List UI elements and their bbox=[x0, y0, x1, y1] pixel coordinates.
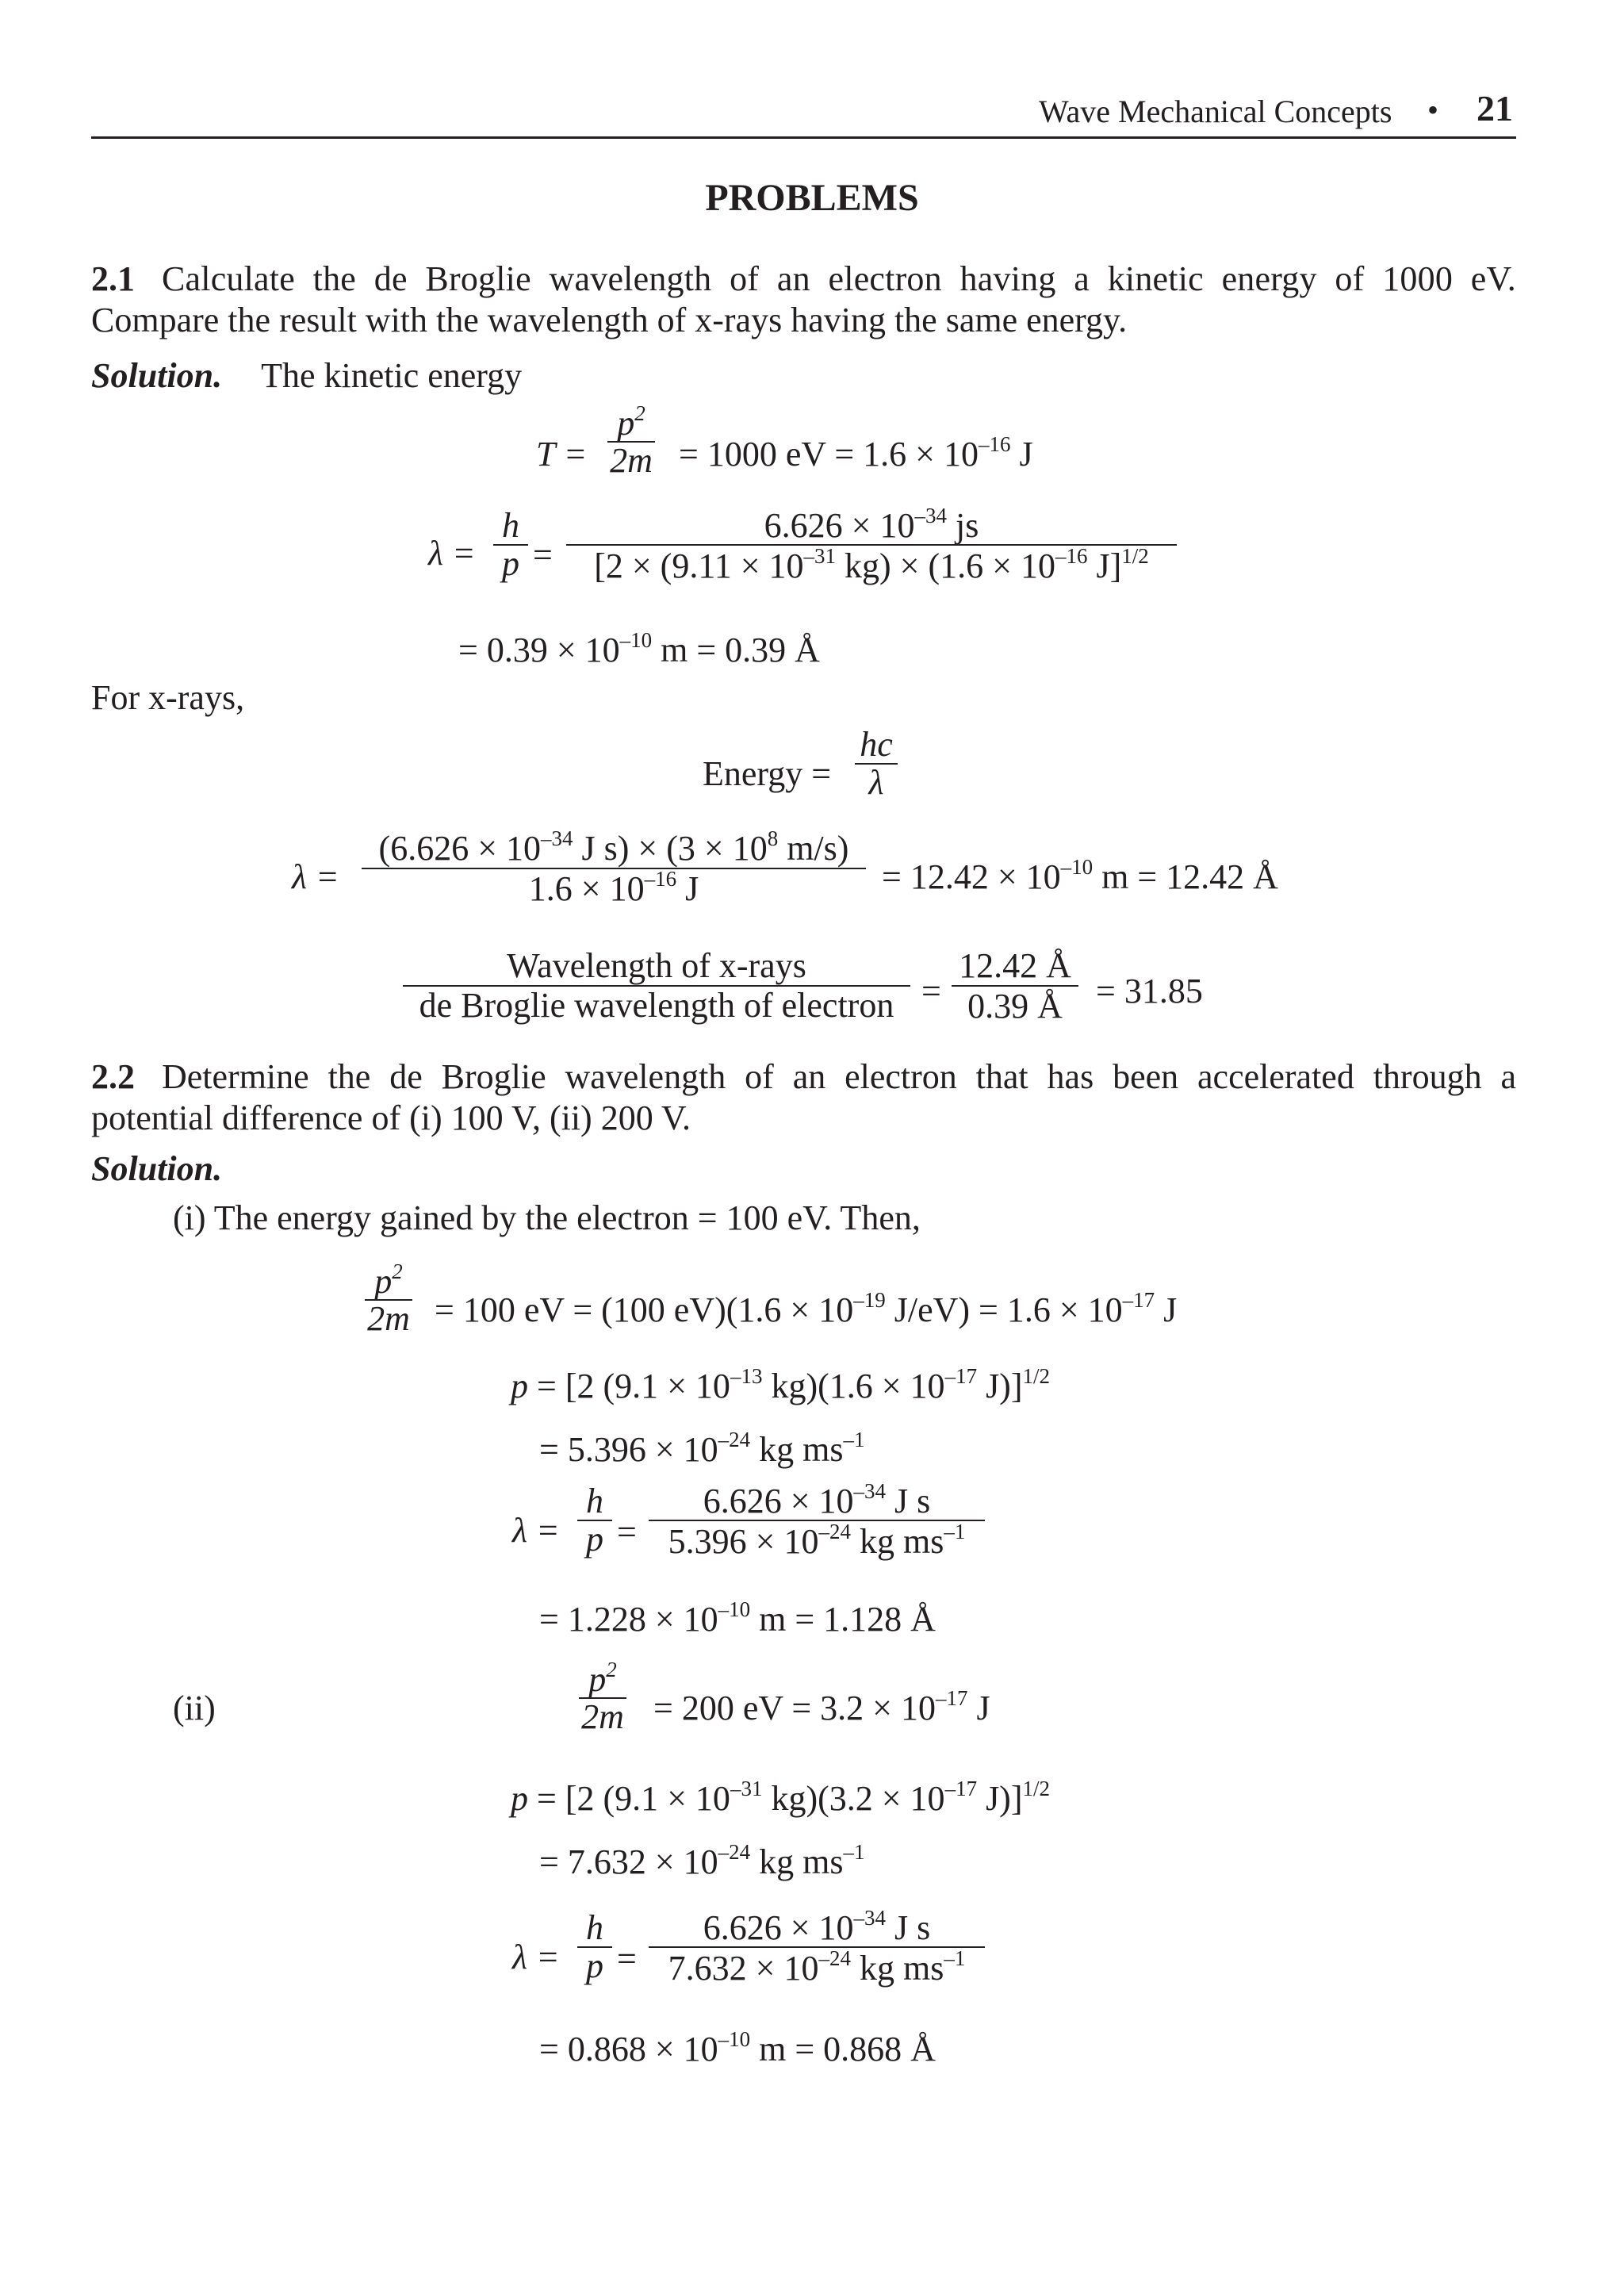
eq4-fraction: ($6.626 \times 10^{-34}$ J $s) \times (3 \times 10^8$ m/s) $1.6 \times 10^{-16}$ J bbox=[362, 830, 866, 909]
problem-2-1-line1 bbox=[91, 257, 1516, 301]
part-i-intro: (i) The energy gained by the electron = 100 eV. Then, bbox=[173, 1198, 921, 1237]
i-lambda-fraction: $6.626 \times 10^{-34}$ J s $5.396 \times 10^{-24}$ kg $ms^{-1}$ bbox=[649, 1483, 985, 1562]
eq1-rhs: = 1000 eV = $1.6 \times 10^{-16}$ J bbox=[679, 432, 1033, 473]
section-title: PROBLEMS bbox=[705, 177, 919, 219]
ii-p-value: = $7.632 \times 10^{-24}$ kg $ms^{-1}$ bbox=[539, 1840, 865, 1881]
i-result: = $1.228 \times 10^{-10}$ m = 1.128 Å bbox=[539, 1597, 936, 1639]
ii-lambda-lhs: λ = bbox=[512, 1938, 560, 1976]
problem-text: Determine the de Broglie wavelength of an electron that has been accelerated through a bbox=[162, 1057, 1516, 1096]
ratio-value-fraction: 12.42 Å 0.39 Å bbox=[952, 947, 1078, 1026]
i-p2-fraction: $p^2$ 2m bbox=[365, 1264, 412, 1337]
eq2-fraction: $6.626 \times 10^{-34}$ js [$2 \times (9.11 \times 10^{-31}$ $kg) \times (1.6 \times 10^{-16}$ J]$^{1/2}$ bbox=[566, 508, 1177, 587]
i-p-eq: p = [2 ($9.1 \times 10^{-13}$ $kg)(1.6 \times 10^{-17}$ J)]$^{1/2}$ bbox=[511, 1364, 1051, 1405]
ratio-result: = 31.85 bbox=[1096, 972, 1203, 1010]
problem-2-1-line2: Compare the result with the wavelength of x-rays having the same energy. bbox=[91, 301, 1128, 339]
problem-number: 2.2 bbox=[91, 1057, 135, 1096]
eq3: = $0.39 \times 10^{-10}$ m = 0.39 Å bbox=[458, 628, 820, 669]
i-p-value: = $5.396 \times 10^{-24}$ kg $ms^{-1}$ bbox=[539, 1428, 865, 1469]
ii-lambda-fraction: $6.626 \times 10^{-34}$ J s $7.632 \times 10^{-24}$ kg $ms^{-1}$ bbox=[649, 1910, 985, 1989]
ii-p-eq: p = [2 ($9.1 \times 10^{-31}$ $kg)(3.2 \times 10^{-17}$ J)]$^{1/2}$ bbox=[511, 1777, 1051, 1818]
i-h-over-p: h p bbox=[577, 1483, 612, 1558]
solution-2-2-label: Solution. bbox=[91, 1149, 223, 1188]
solution-label: Solution. bbox=[91, 356, 223, 395]
problem-2-2-line1 bbox=[91, 1055, 1516, 1099]
ii-p2-fraction: $p^2$ 2m bbox=[579, 1662, 626, 1735]
i-lambda-lhs: λ = bbox=[512, 1511, 560, 1550]
page-number: 21 bbox=[1477, 88, 1513, 128]
problem-number: 2.1 bbox=[91, 259, 135, 298]
solution-intro: The kinetic energy bbox=[261, 356, 523, 395]
ratio-equals: = bbox=[921, 972, 941, 1010]
ii-equals: = bbox=[617, 1939, 637, 1978]
eq2-equals: = bbox=[533, 535, 553, 574]
solution-2-1-line bbox=[91, 354, 522, 398]
energy-fraction: hc λ bbox=[855, 727, 898, 801]
eq1-fraction: $p^2$ 2m bbox=[607, 406, 655, 479]
problem-text: Calculate the de Broglie wavelength of an electron having a kinetic energy of 1000 eV. bbox=[162, 259, 1516, 298]
eq2-h-over-p: h p bbox=[493, 508, 528, 582]
part-ii-label: (ii) bbox=[173, 1689, 216, 1727]
ii-energy-rhs: = 200 eV = $3.2 \times 10^{-17}$ J bbox=[653, 1686, 990, 1727]
header-bullet: • bbox=[1427, 92, 1439, 128]
xrays-label: For x-rays, bbox=[91, 678, 245, 717]
i-energy-rhs: = 100 eV = (100 $eV)(1.6 \times 10^{-19}$ $J/eV) = 1.6 \times 10^{-17}$ J bbox=[435, 1288, 1178, 1329]
problem-2-2-line2: potential difference of (i) 100 V, (ii) 200 V. bbox=[91, 1098, 691, 1137]
eq4-lhs: λ = bbox=[292, 857, 339, 896]
i-equals: = bbox=[617, 1512, 637, 1551]
ii-h-over-p: h p bbox=[577, 1910, 612, 1984]
running-title: Wave Mechanical Concepts bbox=[1039, 94, 1392, 129]
energy-lhs: Energy = bbox=[703, 754, 832, 793]
ii-result: = $0.868 \times 10^{-10}$ m = 0.868 Å bbox=[539, 2027, 936, 2068]
eq2-lhs: λ = bbox=[428, 534, 476, 573]
header-rule bbox=[91, 136, 1516, 139]
eq4-rhs: = $12.42 \times 10^{-10}$ m = 12.42 Å bbox=[882, 855, 1278, 896]
eq1-lhs: T = bbox=[536, 435, 588, 473]
ratio-fraction: Wavelength of x-rays de Broglie wavelength of electron bbox=[403, 947, 910, 1025]
